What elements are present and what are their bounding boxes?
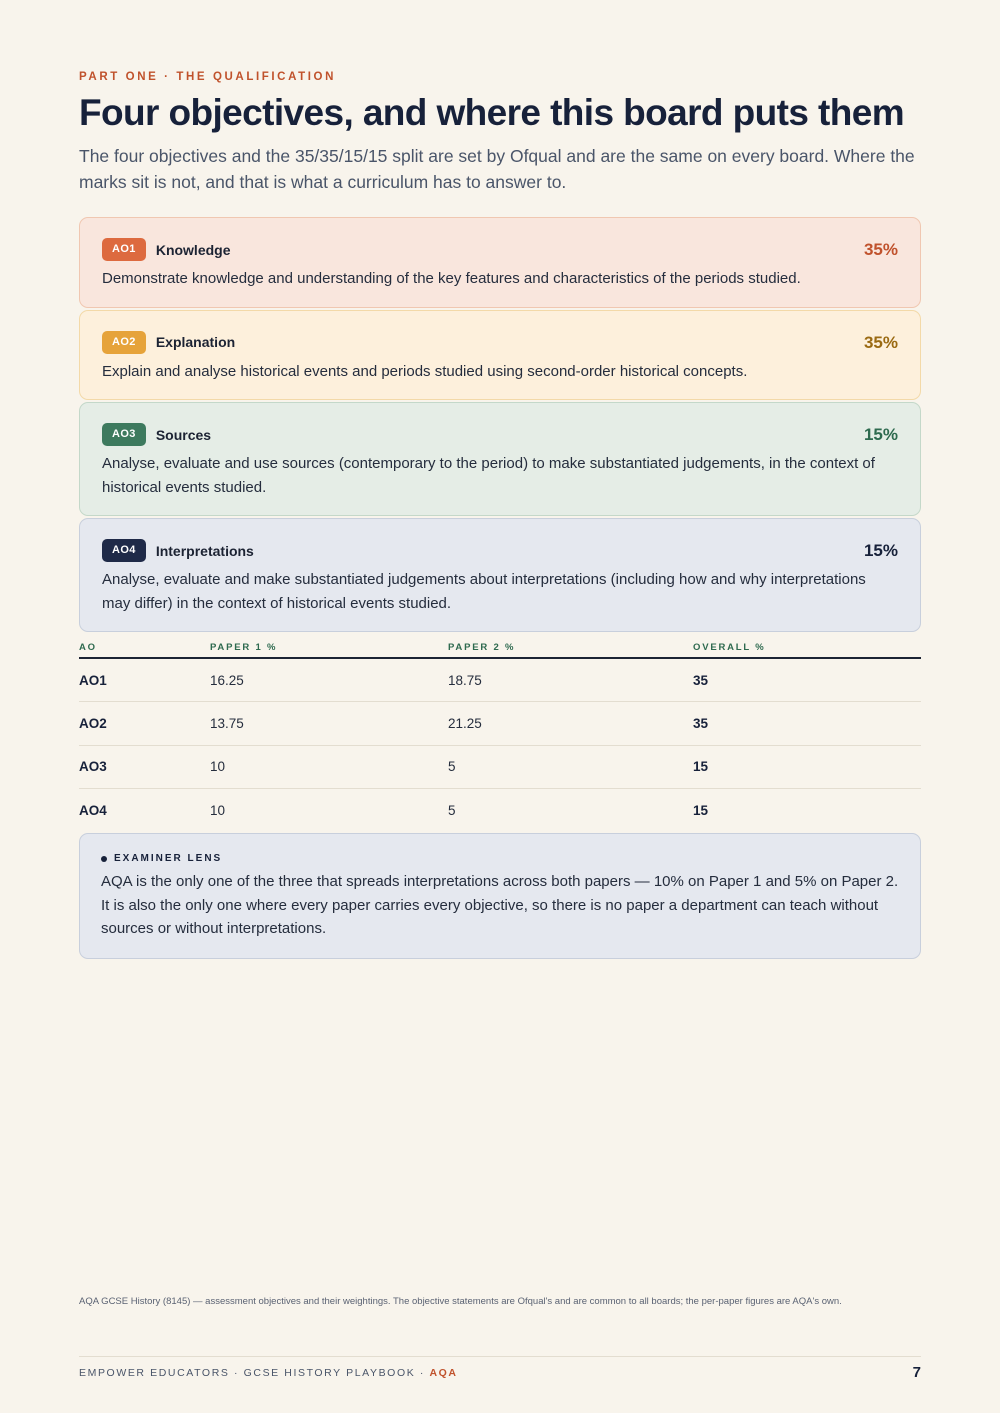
table-cell: AO4 — [79, 803, 107, 818]
ao-badge: AO1 — [102, 238, 146, 261]
table-cell: 16.25 — [210, 658, 448, 702]
table-cell: 5 — [448, 803, 456, 818]
table-cell: 21.25 — [448, 702, 693, 746]
objective-description: Analyse, evaluate and make substantiated judgements about interpretations (including how and why interpretations may differ) in the context of historical events studied. — [102, 571, 866, 612]
column-header: PAPER 1 % — [210, 637, 448, 658]
objective-card-ao1 — [79, 217, 921, 308]
table-cell: 5 — [448, 745, 693, 789]
objective-description: Demonstrate knowledge and understanding of the key features and characteristics of the periods studied. — [102, 270, 801, 287]
objective-cards — [79, 217, 921, 634]
footer-divider — [79, 1356, 921, 1357]
objective-name: Interpretations — [155, 542, 254, 559]
page-title: Four objectives, and where this board puts them — [79, 92, 904, 133]
table-cell: AO2 — [79, 702, 210, 746]
objective-card-ao2 — [79, 310, 921, 401]
table-cell: 15 — [693, 745, 921, 789]
intro-paragraph: The four objectives and the 35/35/15/15 split are set by Ofqual and are the same on every board. Where the marks sit is not, and that is what a curriculum has to answer to. — [79, 146, 915, 192]
table-cell: AO3 — [79, 745, 210, 789]
column-header: PAPER 2 % — [448, 637, 693, 658]
table-header-row — [79, 637, 921, 658]
objective-name: Sources — [155, 426, 212, 443]
objective-weight: 15% — [863, 425, 898, 444]
callout-label-text: EXAMINER LENS — [114, 853, 223, 864]
objective-weight: 35% — [863, 332, 898, 352]
page-number: 7 — [912, 1364, 921, 1381]
table-cell: 13.75 — [210, 702, 448, 746]
callout-label — [101, 853, 899, 864]
table-cell: 15 — [693, 803, 709, 818]
footer-text: EMPOWER EDUCATORS · GCSE HISTORY PLAYBOOK · — [79, 1367, 430, 1379]
objective-description: Analyse, evaluate and use sources (contemporary to the period) to make substantiated judgements, in the context of historical events studied. — [102, 455, 875, 496]
objective-weight: 15% — [863, 541, 898, 560]
table-cell: 35 — [693, 702, 921, 746]
objective-name: Knowledge — [155, 241, 231, 258]
objective-name: Explanation — [155, 334, 236, 350]
objective-card-ao3 — [79, 402, 921, 516]
callout-body: AQA is the only one of the three that spreads interpretations across both papers — 10% on Paper 1 and 5% on Paper 2. It is also the only one where every paper carries every objective, so there is no paper a department can teach without sources or without interpretations. — [101, 873, 899, 937]
table-row — [79, 658, 921, 702]
footer-board: AQA — [429, 1367, 458, 1379]
bullet-dot-icon — [101, 856, 107, 862]
objective-description: Explain and analyse historical events and periods studied using second-order historical concepts. — [102, 362, 748, 380]
table-row — [79, 702, 921, 746]
table-row — [79, 789, 921, 833]
ao-badge: AO4 — [102, 539, 146, 562]
running-footer — [79, 1367, 458, 1379]
objective-card-ao4 — [79, 518, 921, 632]
ao-badge: AO3 — [102, 423, 146, 446]
table-cell: 35 — [693, 658, 921, 702]
examiner-lens-callout — [79, 833, 921, 959]
table-cell: 18.75 — [448, 658, 693, 702]
footnote: AQA GCSE History (8145) — assessment objectives and their weightings. The objective statements are Ofqual's and are common to all boards; the per-paper figures are AQA's own. — [79, 1296, 842, 1307]
column-header: OVERALL % — [693, 637, 921, 658]
table-cell: AO1 — [79, 658, 210, 702]
table-cell: 10 — [210, 745, 448, 789]
column-header: AO — [79, 637, 210, 658]
table-row — [79, 745, 921, 789]
weightings-table — [79, 637, 921, 832]
table-cell: 10 — [210, 803, 226, 818]
page — [79, 0, 921, 1413]
ao-badge: AO2 — [102, 331, 146, 354]
objective-weight: 35% — [863, 240, 898, 259]
section-eyebrow: PART ONE · THE QUALIFICATION — [79, 71, 337, 83]
